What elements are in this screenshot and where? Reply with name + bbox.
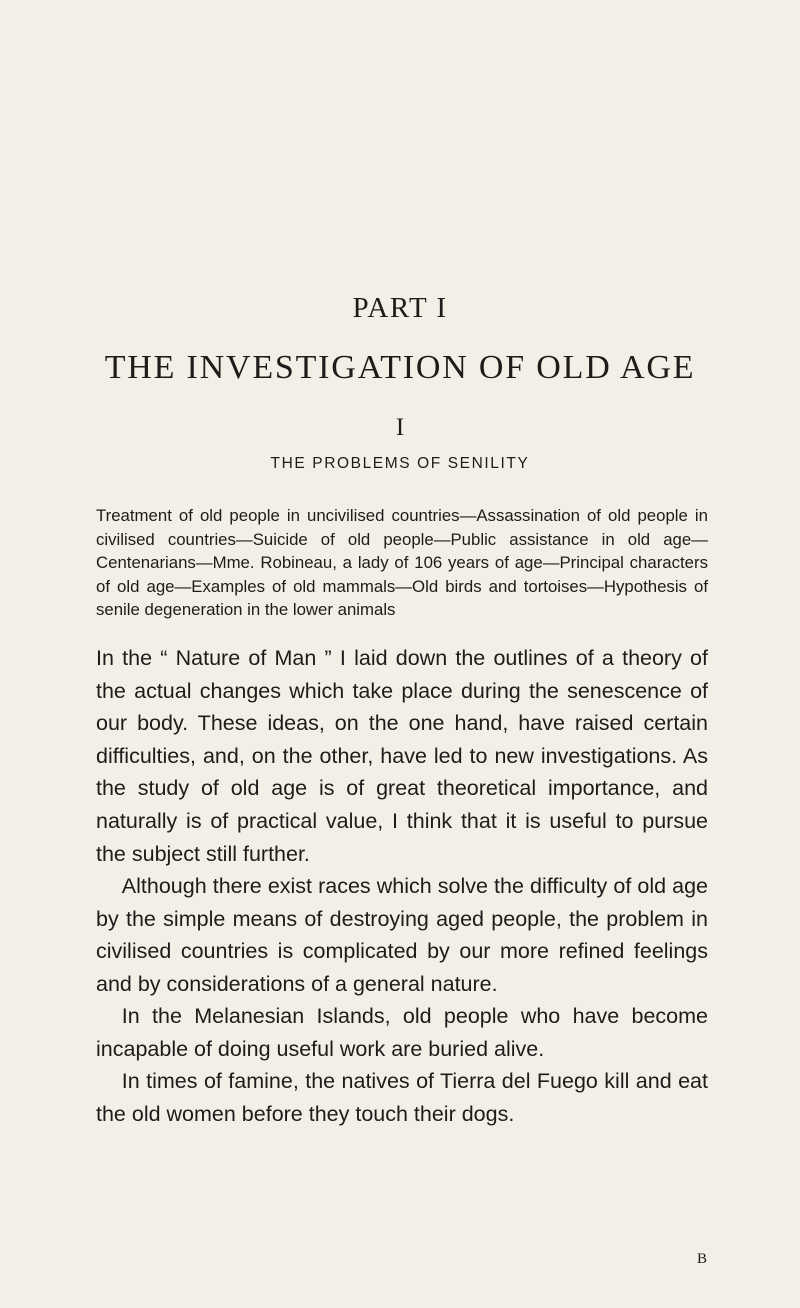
paragraph-1 — [96, 642, 708, 870]
paragraph-4 — [96, 1065, 708, 1130]
paragraph-1-text: the “ Nature of Man ” I laid down the outlines of a theory of the actual changes which take place during the senescence of our body. These ideas, on the one hand, have raised certain difficulties, and, on the other, have led to new investigations. As the study of old age is of great theoretical importance, and naturally is of practical value, I think that it is useful to pursue the subject still further. — [96, 646, 708, 866]
signature-mark: B — [697, 1251, 708, 1267]
chapter-synopsis: Treatment of old people in uncivilised countries—Assassination of old people in civilised countries—Suicide of old people—Public assistance in old age—Centenarians—Mme. Robineau, a lady of 106 years of age—Principal characters of old age—Examples of old mammals—Old birds and tortoises—Hypothesis of senile degeneration in the lower animals — [96, 506, 708, 620]
book-title: THE INVESTIGATION OF OLD AGE — [104, 349, 696, 386]
paragraph-2 — [96, 870, 708, 1000]
paragraph-2-text: Although there exist races which solve the difficulty of old age by the simple means of destroying aged people, the problem in civilised countries is complicated by our more refined feelings and by considerations of a general nature. — [96, 874, 708, 996]
paragraph-3-text: In the Melanesian Islands, old people who have become incapable of doing useful work are buried alive. — [96, 1004, 708, 1061]
chapter-number: I — [395, 414, 405, 441]
paragraph-3 — [96, 1000, 708, 1065]
part-heading: PART I — [352, 292, 448, 324]
chapter-title: THE PROBLEMS OF SENILITY — [270, 455, 530, 472]
paragraph-4-text: In times of famine, the natives of Tierra del Fuego kill and eat the old women before they touch their dogs. — [96, 1069, 708, 1126]
paragraph-1-lead: In — [96, 646, 114, 670]
